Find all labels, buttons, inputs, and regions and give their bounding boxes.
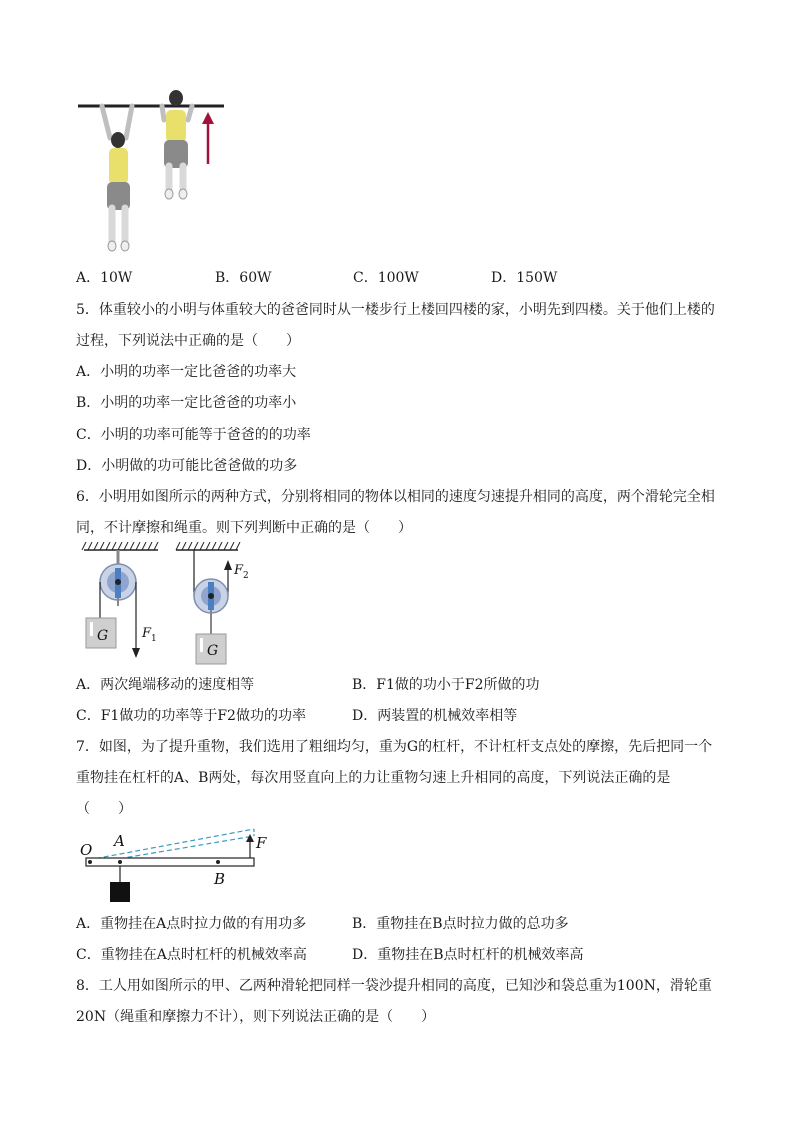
- q8-stem-line2: 20N（绳重和摩擦力不计），则下列说法正确的是（ ）: [76, 1009, 436, 1025]
- point-b-label: B: [214, 870, 226, 888]
- point-a-label: A: [114, 832, 125, 850]
- q4-option-b[interactable]: B．60W: [215, 270, 272, 286]
- q7-stem-line2: 重物挂在杠杆的A、B两处，每次用竖直向上的力让重物匀速上升相同的高度，下列说法正确的是: [76, 770, 671, 786]
- pivot-label: O: [80, 841, 93, 859]
- force2-subscript: 2: [243, 571, 249, 581]
- q8-stem-line1: 8．工人用如图所示的甲、乙两种滑轮把同样一袋沙提升相同的高度，已知沙和袋总重为100N，滑轮重: [76, 978, 712, 994]
- q7-options-row1: [76, 914, 716, 934]
- q7-stem-line1: 7．如图，为了提升重物，我们选用了粗细均匀，重为G的杠杆，不计杠杆支点处的摩擦，先后把同一个: [76, 739, 713, 755]
- q6-options-row2: [76, 706, 716, 726]
- q5-option-c[interactable]: C．小明的功率可能等于爸爸的的功率: [76, 427, 311, 443]
- q4-option-d[interactable]: D．150W: [491, 270, 558, 286]
- q5-stem-line1: 5．体重较小的小明与体重较大的爸爸同时从一楼步行上楼回四楼的家，小明先到四楼。关于他们上楼的: [76, 302, 715, 318]
- q5-option-b[interactable]: B．小明的功率一定比爸爸的功率小: [76, 395, 297, 411]
- pulley1-weight-label: G: [97, 628, 109, 644]
- q6-stem-line1: 6．小明用如图所示的两种方式，分别将相同的物体以相同的速度匀速提升相同的高度，两个滑轮完全相: [76, 489, 715, 505]
- force1-label: F: [142, 626, 152, 641]
- q7-option-b[interactable]: B．重物挂在B点时拉力做的总功多: [352, 916, 569, 932]
- pulley2-weight-label: G: [207, 643, 219, 659]
- pulley-figure: [80, 542, 250, 668]
- q5-option-d[interactable]: D．小明做的功可能比爸爸做的功多: [76, 458, 298, 474]
- q6-option-d[interactable]: D．两装置的机械效率相等: [352, 708, 518, 724]
- q6-option-b[interactable]: B．F1做的功小于F2所做的功: [352, 677, 540, 693]
- force-label: F: [256, 834, 267, 852]
- force2-label: F: [234, 563, 244, 578]
- q4-option-c[interactable]: C．100W: [353, 270, 419, 286]
- q4-option-a[interactable]: A．10W: [76, 270, 133, 286]
- q4-options: [76, 268, 716, 288]
- q7-option-a[interactable]: A．重物挂在A点时拉力做的有用功多: [76, 916, 307, 932]
- q7-stem-line3: （ ）: [76, 801, 132, 817]
- q6-stem-line2: 同，不计摩擦和绳重。则下列判断中正确的是（ ）: [76, 520, 412, 536]
- lever-figure: [78, 824, 278, 906]
- q5-option-a[interactable]: A．小明的功率一定比爸爸的功率大: [76, 364, 297, 380]
- q6-option-c[interactable]: C．F1做功的功率等于F2做功的功率: [76, 708, 306, 724]
- force1-subscript: 1: [151, 634, 157, 644]
- q7-option-d[interactable]: D．重物挂在B点时杠杆的机械效率高: [352, 947, 584, 963]
- q6-options-row1: [76, 675, 716, 695]
- pull-up-figure: [76, 84, 228, 256]
- q7-options-row2: [76, 945, 716, 965]
- q7-option-c[interactable]: C．重物挂在A点时杠杆的机械效率高: [76, 947, 307, 963]
- q6-option-a[interactable]: A．两次绳端移动的速度相等: [76, 677, 255, 693]
- q5-stem-line2: 过程，下列说法中正确的是（ ）: [76, 333, 300, 349]
